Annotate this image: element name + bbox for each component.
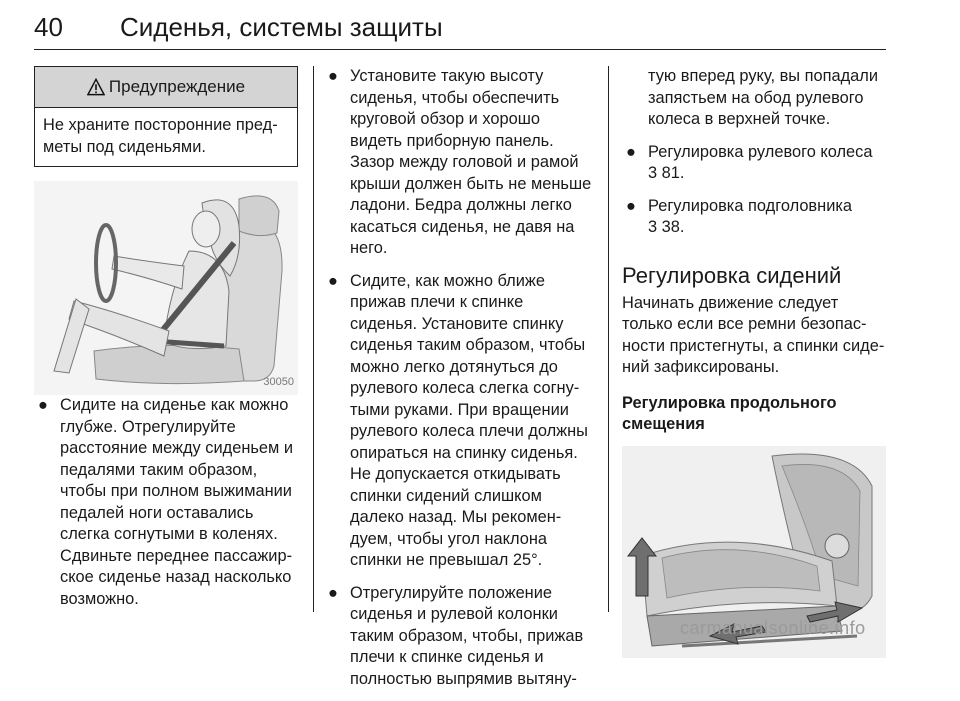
seating-position-figure <box>34 181 298 395</box>
warning-triangle-icon <box>87 78 105 96</box>
watermark: carmanualsonline.info <box>680 618 866 638</box>
reference-list <box>622 142 886 239</box>
bullet-icon: ● <box>328 271 338 290</box>
figure-code: 30050 <box>263 375 294 388</box>
warning-title: Предупреждение <box>108 77 246 97</box>
bullet-icon: ● <box>626 196 636 215</box>
column-1 <box>34 66 298 621</box>
bullet-text: Отрегулируйте положение сиденья и рулевой колонки таким образом, чтобы, прижав плечи к спинке сиденья и полностью выпрямив вытяну- <box>350 583 584 688</box>
bullet-list <box>324 66 594 690</box>
list-item <box>324 271 594 572</box>
column-divider <box>313 66 314 612</box>
bullet-text: Сидите на сиденье как можно глубже. Отрегулируйте расстояние между сиденьем и педалями таким образом, чтобы при полном выжимании педалей ноги оставались слегка согнутыми в коленях. Сдвиньте переднее пассажир-ское сиденье назад насколько возможно. <box>60 396 294 608</box>
section-title: Регулировка сидений <box>622 262 842 288</box>
section-text: Начинать движение следует только если все ремни безопас-ности пристегнуты, а спинки сиде-ний зафиксированы. <box>622 293 885 376</box>
warning-text: Не храните посторонние пред- меты под сиденьями. <box>43 116 278 156</box>
list-item <box>324 583 594 691</box>
warning-box <box>34 66 298 167</box>
bullet-icon: ● <box>38 396 48 414</box>
bullet-icon: ● <box>328 583 338 602</box>
bullet-text: Сидите, как можно ближе прижав плечи к спинке сиденья. Установите спинку сиденья таким образом, чтобы можно легко дотянуться до рулевого колеса слегка согну-тыми руками. При вращении рулевого колеса плечи должны опираться на спинку сиденья. Не допускается откидывать спинки сидений слишком далеко назад. Мы рекомен-дуем, чтобы угол наклона спинки не превышал 25°. <box>350 271 588 569</box>
header-rule <box>34 49 886 50</box>
bullet-text: Регулировка подголовника <box>648 196 852 215</box>
column-3 <box>622 66 886 658</box>
subsection-title: Регулировка продольного смещения <box>622 393 837 433</box>
page-reference-link[interactable]: 3 38. <box>648 218 685 236</box>
bullet-icon: ● <box>626 142 636 161</box>
page-header <box>34 6 886 50</box>
list-item <box>622 142 886 185</box>
list-item <box>324 66 594 260</box>
continuation-text: тую вперед руку, вы попадали запястьем на обод рулевого колеса в верхней точке. <box>648 67 878 128</box>
column-divider <box>608 66 609 612</box>
column-2 <box>324 66 594 701</box>
seated-driver-illustration <box>34 181 298 395</box>
page-reference-link[interactable]: 3 81. <box>648 164 685 182</box>
warning-header <box>35 67 297 108</box>
bullet-text: Регулировка рулевого колеса <box>648 142 873 161</box>
bullet-icon: ● <box>328 67 338 85</box>
list-item <box>34 395 298 610</box>
list-item <box>622 196 886 239</box>
bullet-text: Установите такую высоту сиденья, чтобы обеспечить круговой обзор и хорошо видеть приборную панель. Зазор между головой и рамой крыши должен быть не меньше ладони. Бедра должны легко касаться сиденья, не давя на него. <box>350 67 592 257</box>
page-title: Сиденья, системы защиты <box>120 12 443 42</box>
bullet-list <box>34 395 298 610</box>
page-number: 40 <box>34 12 63 42</box>
